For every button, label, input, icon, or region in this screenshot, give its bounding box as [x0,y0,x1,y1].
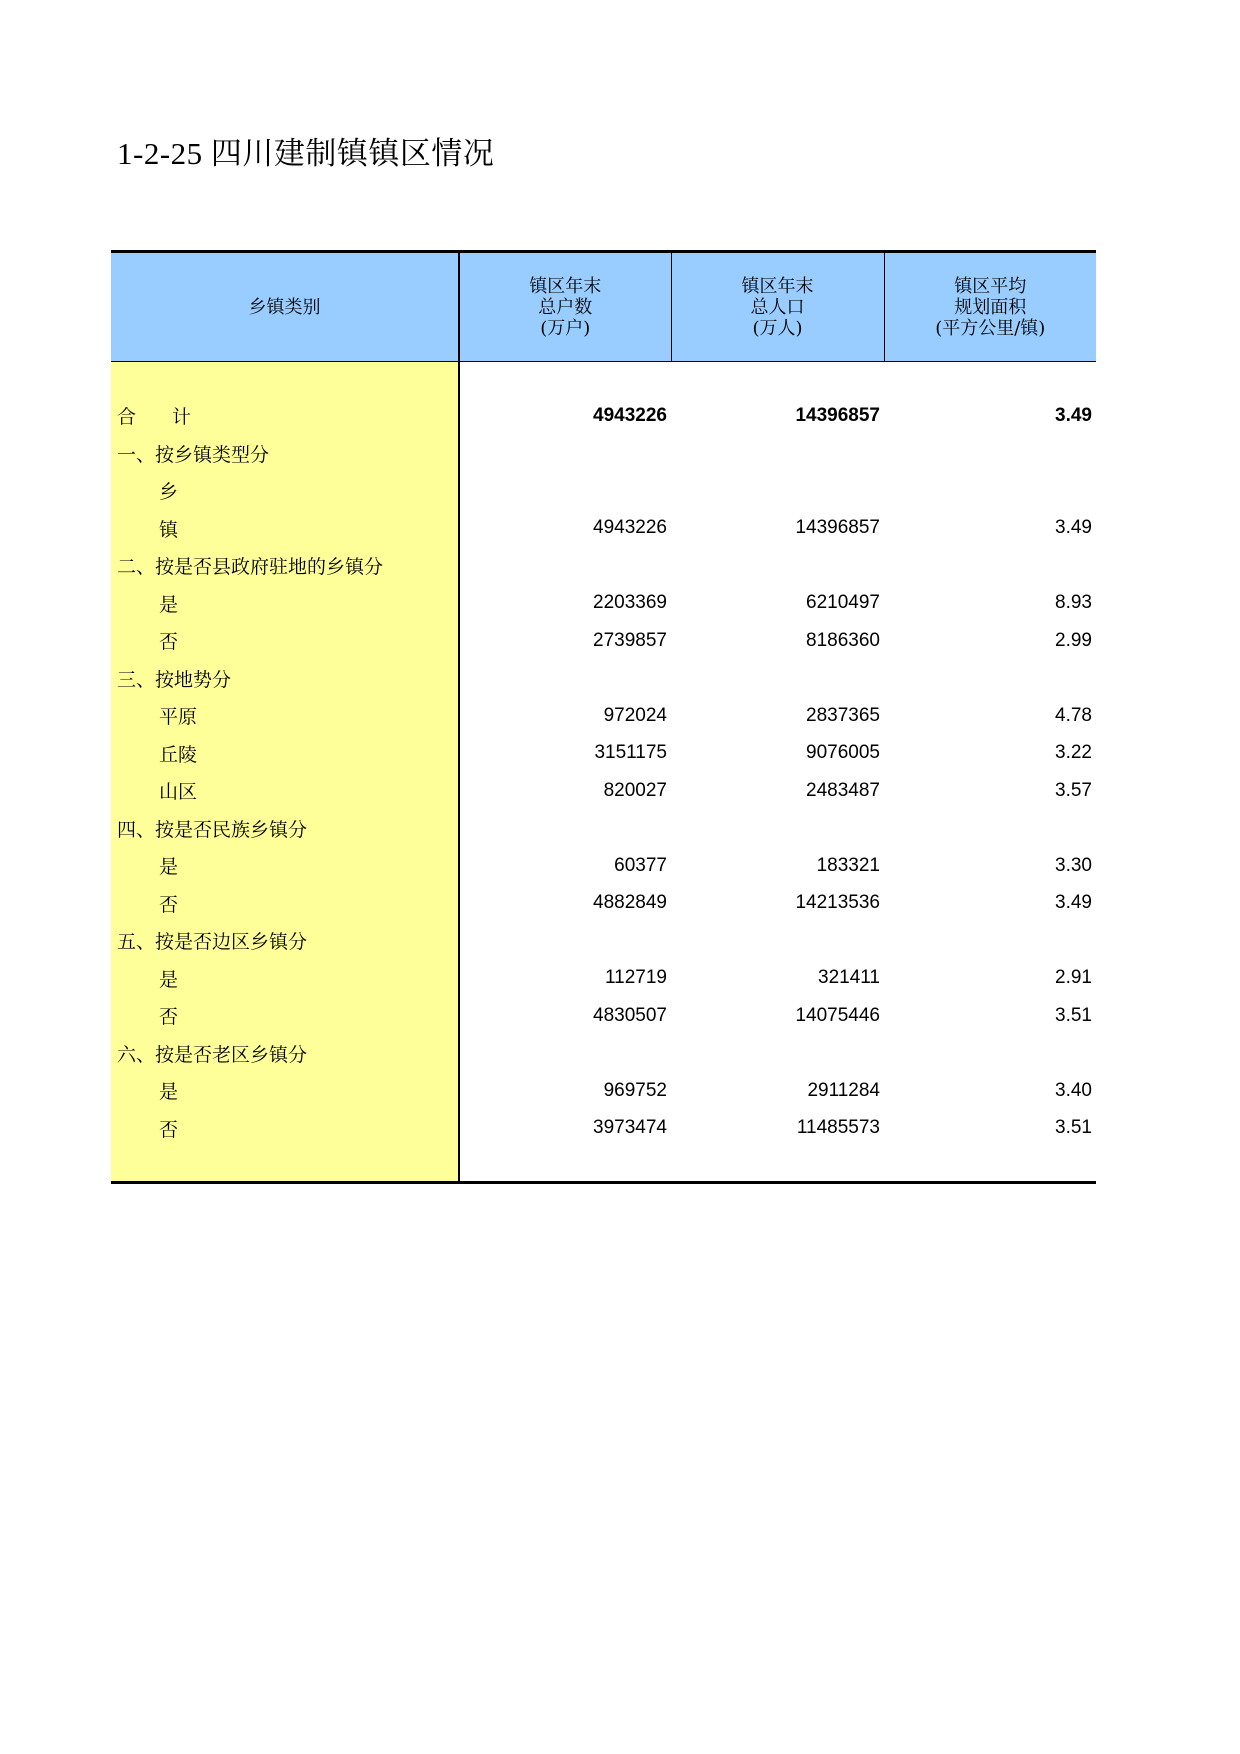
spacer-row [111,362,1096,398]
row-label: 六、按是否老区乡镇分 [111,1035,459,1073]
row-label: 二、按是否县政府驻地的乡镇分 [111,547,459,585]
row-label: 平原 [111,697,459,735]
cell-area [884,810,1096,848]
table-row [111,922,1096,960]
header-township-category: 乡镇类别 [111,252,459,362]
cell-households [459,922,671,960]
cell-population: 11485573 [796,1117,880,1139]
cell-population: 2911284 [807,1079,880,1101]
cell-households: 2203369 [593,592,667,614]
cell-area: 3.49 [1055,517,1092,539]
row-label: 是 [111,585,459,623]
row-label: 五、按是否边区乡镇分 [111,922,459,960]
cell-area: 4.78 [1055,704,1092,726]
row-label: 否 [111,997,459,1035]
cell-households: 60377 [614,854,667,876]
header-population: 镇区年末 总人口 (万人) [671,252,884,362]
statistics-table-container [111,250,1096,1184]
cell-population [671,810,884,848]
cell-area [884,472,1096,510]
row-label: 乡 [111,472,459,510]
cell-households: 969752 [603,1079,667,1101]
table-row [111,735,1096,773]
cell-population [671,660,884,698]
statistics-table [111,250,1096,1184]
cell-area: 3.51 [1055,1117,1092,1139]
table-row [111,622,1096,660]
cell-population: 14213536 [795,892,880,914]
cell-population: 8186360 [806,629,880,651]
cell-area: 2.99 [1055,629,1092,651]
cell-households: 112719 [605,967,667,989]
table-row [111,885,1096,923]
table-row [111,960,1096,998]
cell-households: 820027 [603,779,667,801]
cell-area: 3.49 [1055,892,1092,914]
cell-area: 3.57 [1055,779,1092,801]
cell-population: 321411 [818,967,880,989]
table-row [111,810,1096,848]
cell-population: 14396857 [795,517,880,539]
row-label: 丘陵 [111,735,459,773]
table-row [111,997,1096,1035]
cell-households [459,472,671,510]
cell-area [884,547,1096,585]
table-row [111,547,1096,585]
cell-households: 4882849 [593,892,667,914]
cell-population: 183321 [816,854,880,876]
cell-households [459,1035,671,1073]
row-label: 镇 [111,510,459,548]
cell-area [884,660,1096,698]
table-row [111,772,1096,810]
spacer-row [111,1147,1096,1183]
row-label: 合 计 [111,397,459,435]
cell-households [459,547,671,585]
cell-households: 4943226 [593,404,667,426]
row-label: 否 [111,622,459,660]
cell-area [884,922,1096,960]
table-row [111,1035,1096,1073]
table-row [111,660,1096,698]
row-label: 四、按是否民族乡镇分 [111,810,459,848]
table-row [111,1110,1096,1148]
header-households: 镇区年末 总户数 (万户) [459,252,671,362]
cell-population [671,435,884,473]
cell-population: 2837365 [806,704,880,726]
cell-area: 8.93 [1055,592,1092,614]
cell-area: 3.40 [1055,1079,1092,1101]
cell-households: 972024 [603,704,667,726]
table-row [111,1072,1096,1110]
table-row [111,435,1096,473]
cell-households: 4943226 [593,517,667,539]
row-label: 是 [111,1072,459,1110]
cell-households [459,660,671,698]
cell-population [671,472,884,510]
table-row [111,585,1096,623]
total-row [111,397,1096,435]
cell-households [459,810,671,848]
table-row [111,472,1096,510]
row-label: 山区 [111,772,459,810]
table-row [111,510,1096,548]
cell-area: 3.51 [1055,1004,1092,1026]
cell-population [671,1035,884,1073]
row-label: 一、按乡镇类型分 [111,435,459,473]
row-label: 否 [111,885,459,923]
cell-households: 3151175 [594,742,667,764]
page-title: 1-2-25 四川建制镇镇区情况 [117,136,495,171]
table-row [111,697,1096,735]
cell-area: 3.30 [1055,854,1092,876]
header-avg-planned-area: 镇区平均 规划面积 (平方公里/镇) [884,252,1096,362]
cell-households [459,435,671,473]
row-label: 是 [111,960,459,998]
cell-population: 14396857 [795,404,880,426]
header-row [111,252,1096,362]
cell-households: 3973474 [593,1117,667,1139]
row-label: 三、按地势分 [111,660,459,698]
row-label: 否 [111,1110,459,1148]
cell-population [671,547,884,585]
table-row [111,847,1096,885]
cell-population: 2483487 [806,779,880,801]
cell-population [671,922,884,960]
cell-population: 9076005 [806,742,880,764]
cell-population: 14075446 [795,1004,880,1026]
cell-area: 3.49 [1055,404,1092,426]
cell-area [884,435,1096,473]
cell-area: 2.91 [1055,967,1092,989]
row-label: 是 [111,847,459,885]
cell-households: 4830507 [593,1004,667,1026]
cell-households: 2739857 [593,629,667,651]
cell-area: 3.22 [1055,742,1092,764]
cell-population: 6210497 [806,592,880,614]
cell-area [884,1035,1096,1073]
